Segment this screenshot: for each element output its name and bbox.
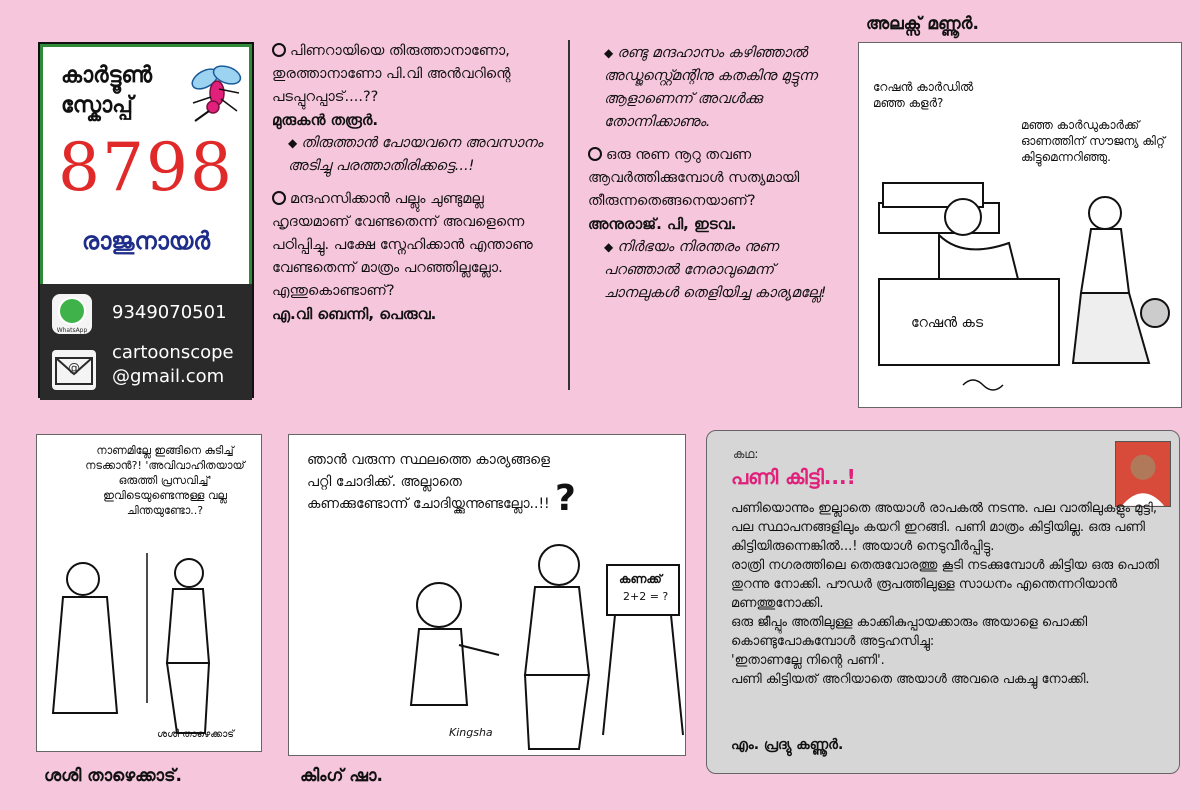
speech-bubble: നാണമില്ലേ ഇങ്ങിനെ കുടിച്ച് നടക്കാൻ?! 'അവിവാഹിതയായ് ഒരുത്തി പ്രസവിച്ച്' ഇവിടെയുണ്ടെന്നുള്ള വല്ല ചിന്തയുണ്ടോ..? <box>85 444 245 517</box>
board-title: കണക്ക് <box>619 572 662 586</box>
speech-bubble: മഞ്ഞ കാർഡുകാർക്ക് ഓണത്തിന് സൗജന്യ കിറ്റ് കിട്ടുമെന്നറിഞ്ഞു. <box>1021 118 1165 164</box>
diamond-bullet-icon: ◆ <box>604 46 614 60</box>
answer-text: നിർഭയം നിരന്തരം നുണ പറഞ്ഞാൽ നേരാവുമെന്ന് ചാനലുകൾ തെളിയിച്ച കാര്യമല്ലേ! <box>604 239 827 301</box>
story-paragraph: രാത്രി നഗരത്തിലെ തെരുവോരത്തു കൂടി നടക്കുമ്പോൾ കിട്ടിയ ഒരു പൊതി തുറന്നു നോക്കി. പൗഡർ രൂപത്തിലുള്ള സാധനം എന്തെന്നറിയാൻ മണത്തുനോക്കി. <box>731 558 1159 611</box>
board-equation: 2+2 = ? <box>623 590 669 603</box>
mail-icon <box>52 350 96 390</box>
shop-sign: റേഷൻ കട <box>911 315 984 331</box>
mosquito-icon <box>183 59 249 125</box>
bullet-circle-icon <box>588 147 602 161</box>
email-line2: @gmail.com <box>112 366 225 387</box>
cartoon-shashi <box>36 434 262 752</box>
bullet-circle-icon <box>272 43 286 57</box>
question-text: മന്ദഹസിക്കാൻ പല്ലും ചുണ്ടുമല്ല ഹൃദയമാണ് വേണ്ടതെന്ന് അവളെന്നെ പഠിപ്പിച്ചു. പക്ഷേ സ്നേഹിക്കാൻ എന്താണു വേണ്ടതെന്ന് മാത്രം പറഞ്ഞില്ലല്ലോ. എന്തുകൊണ്ടാണ്? <box>272 191 533 299</box>
speech-bubble: ഞാൻ വരുന്ന സ്ഥലത്തെ കാര്യങ്ങളെ പറ്റി ചോദിക്ക്. അല്ലാതെ കണക്കുണ്ടോന്ന് ചോദിയ്ക്കുന്നുണ്ടല്ലോ..!! <box>307 452 550 512</box>
story-author: എം. പ്രദ്യു കണ്ണൂർ. <box>731 737 844 753</box>
cartoonist-name-shashi: ശശി താഴെക്കാട്. <box>44 766 182 786</box>
cartoon-ration-shop <box>858 42 1182 408</box>
speech-bubble: റേഷൻ കാർഡിൽ മഞ്ഞ കളർ? <box>873 80 974 110</box>
question-text: പിണറായിയെ തിരുത്താനാണോ, തുരത്താനാണോ പി.വി അൻവറിന്റെ പടപ്പുറപ്പാട്....?? <box>272 43 511 105</box>
teacher-student-drawing <box>289 535 686 756</box>
cartoonist-name-alex: അലക്സ് മണ്ണൂർ. <box>866 14 979 34</box>
letter-signature: അനുരാജ്. പി, ഇടവ. <box>588 215 737 233</box>
story-paragraph: 'ഇതാണല്ലേ നിന്റെ പണി'. <box>731 653 885 668</box>
diamond-bullet-icon: ◆ <box>604 240 614 254</box>
letters-column-1 <box>272 40 558 326</box>
story-title: പണി കിട്ടി...! <box>731 465 856 489</box>
letter-question <box>272 188 558 303</box>
diamond-bullet-icon: ◆ <box>288 136 298 150</box>
author-photo <box>1115 441 1171 507</box>
answer-text: രണ്ടു മന്ദഹാസം കഴിഞ്ഞാൽ അഡ്ജസ്റ്റ്മെന്റിനു കതകിനു മുട്ടുന്ന ആളാണെന്ന് അവൾക്കു തോന്നിക്കാണും. <box>604 45 817 130</box>
question-mark: ? <box>555 478 576 519</box>
letter-answer <box>588 236 846 305</box>
story-label: കഥ: <box>733 447 759 461</box>
ration-shop-drawing <box>859 163 1182 408</box>
email-line1: cartoonscope <box>112 342 234 363</box>
cartoonist-name-kingsha: കിംഗ് ഷാ. <box>300 766 383 786</box>
artist-signature: Kingsha <box>449 726 493 739</box>
couple-drawing <box>37 553 262 752</box>
column-header-box <box>38 42 254 398</box>
letter-signature: എ.വി ബെന്നി, പെരുവ. <box>272 305 437 323</box>
column-title-line1: കാർട്ടൂൺ <box>61 63 153 88</box>
letter-answer <box>272 132 558 178</box>
cartoon-kingsha <box>288 434 686 756</box>
story-body <box>731 499 1169 689</box>
question-text: ഒരു നുണ നൂറു തവണ ആവർത്തിക്കുമ്പോൾ സത്യമായി തീരുന്നതെങ്ങനെയാണ്? <box>588 147 800 209</box>
column-title-line2: സ്കോപ്പ് <box>61 93 133 118</box>
whatsapp-icon <box>52 294 92 334</box>
bullet-circle-icon <box>272 191 286 205</box>
letters-column-2 <box>588 42 846 305</box>
column-author: രാജുനായർ <box>81 227 211 255</box>
answer-text: തിരുത്താൻ പോയവനെ അവസാനം അടിച്ചു പരത്താതിരിക്കട്ടെ...! <box>288 135 543 174</box>
artist-signature: ശശി താഴെക്കാട് <box>157 729 235 740</box>
column-divider <box>568 40 570 390</box>
story-box <box>706 430 1180 774</box>
letter-question <box>588 144 846 213</box>
story-paragraph: പണിയൊന്നും ഇല്ലാതെ അയാൾ രാപകൽ നടന്നു. പല വാതിലുകളും മുട്ടി, പല സ്ഥാപനങ്ങളിലും കയറി ഇറങ്ങി. പണി മാത്രം കിട്ടിയില്ല. ഒരു പണി കിട്ടിയിരുന്നെങ്കിൽ...! അയാൾ നെടുവീർപ്പിട്ടു. <box>731 501 1157 554</box>
contact-area <box>40 284 252 400</box>
svg-text:@: @ <box>68 361 80 375</box>
story-paragraph: പണി കിട്ടിയത് അറിയാതെ അയാൾ അവരെ പകച്ചു നോക്കി. <box>731 672 1090 687</box>
letter-question <box>272 40 558 109</box>
phone-number: 9349070501 <box>112 302 227 323</box>
letter-signature: മുരുകൻ തരൂർ. <box>272 111 379 129</box>
letter-answer <box>588 42 846 134</box>
header-title-area <box>40 44 252 284</box>
story-paragraph: ഒരു ജീപ്പും അതിലുള്ള കാക്കികുപ്പായക്കാരും അയാളെ പൊക്കി കൊണ്ടുപോകുമ്പോൾ അട്ടഹസിച്ചു: <box>731 615 1088 649</box>
issue-number: 8798 <box>58 129 234 206</box>
whatsapp-label: WhatsApp <box>56 327 88 334</box>
